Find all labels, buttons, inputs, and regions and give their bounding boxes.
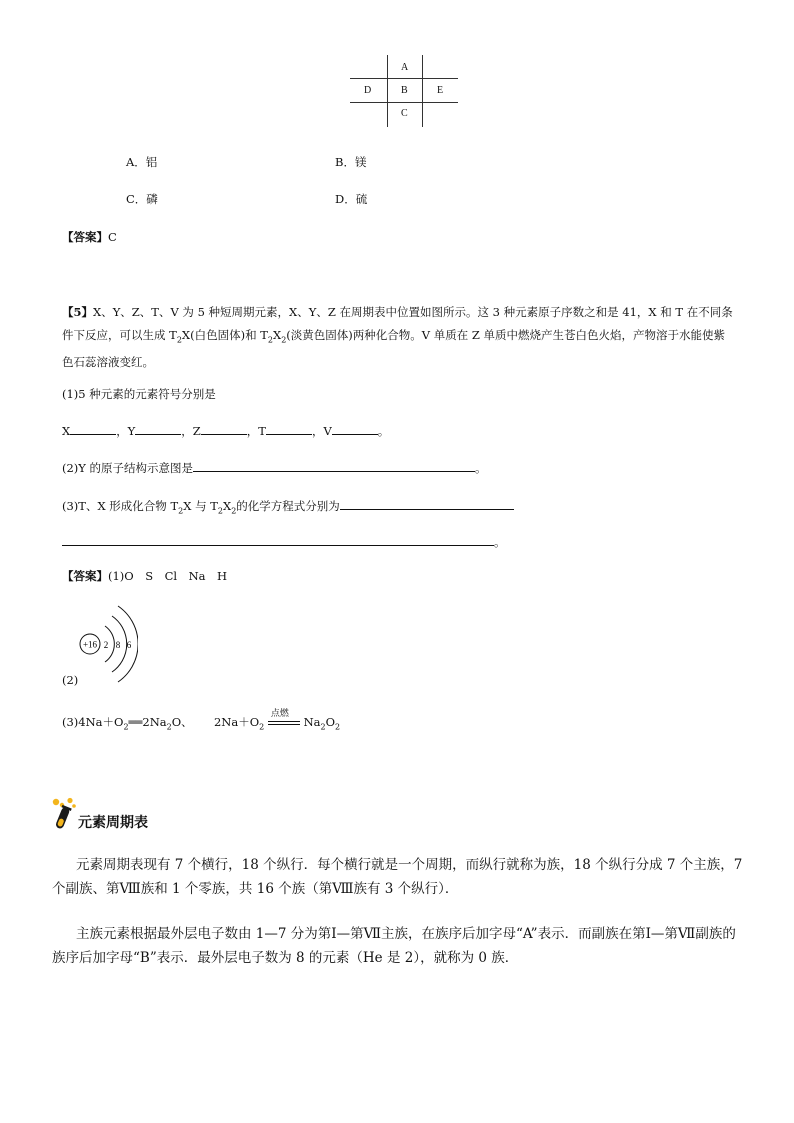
- part-3-text: X 与 T: [183, 499, 218, 513]
- part-3-continuation: [62, 533, 506, 550]
- arrow-line: [268, 724, 300, 725]
- question-text: X(白色固体)和 T: [181, 328, 268, 342]
- subscript: 2: [231, 506, 237, 516]
- grid-cell-a: A: [401, 62, 409, 73]
- subscript: 2: [217, 506, 223, 516]
- question-5-stem: [62, 301, 752, 374]
- question-text: 件下反应，可以生成 T: [62, 328, 177, 342]
- atomic-structure-diagram: [74, 598, 138, 684]
- part-3-prompt: [62, 497, 514, 515]
- blank-label-z: ，Z: [181, 424, 201, 438]
- test-tube-icon: [49, 797, 79, 831]
- subscript: 2: [281, 335, 287, 345]
- shell-count: 8: [115, 640, 121, 650]
- blank-label-t: ，T: [246, 424, 266, 438]
- grid-line: [350, 102, 458, 103]
- part-3-text: 的化学方程式分别为: [236, 499, 340, 513]
- subscript: 2: [267, 335, 274, 345]
- subscript: 2: [178, 506, 184, 516]
- subscript: 2: [335, 722, 341, 732]
- section-title: 元素周期表: [78, 815, 148, 831]
- answer-blank-y[interactable]: [135, 422, 181, 435]
- part-2-text: (2)Y 的原子结构示意图是: [62, 461, 194, 475]
- option-a: A．铝: [126, 155, 158, 169]
- equation-1-text: O、: [171, 715, 193, 729]
- reaction-arrow: [268, 709, 300, 729]
- answer-2: [62, 568, 227, 584]
- answer-blank-equation[interactable]: [340, 497, 514, 510]
- option-b: B．镁: [335, 155, 367, 169]
- period: 。: [475, 461, 487, 475]
- question-text: (淡黄色固体)两种化合物。V 单质在 Z 单质中燃烧产生苍白色火焰，产物溶于水能使紫: [286, 328, 726, 342]
- part-3-text: X: [223, 499, 232, 513]
- option-d: D．硫: [335, 192, 368, 206]
- option-c: C．磷: [126, 192, 158, 206]
- answer-blank-structure[interactable]: [193, 459, 475, 472]
- subscript: 2: [123, 722, 129, 732]
- section-paragraph-2: 主族元素根据最外层电子数由 1—7 分为第Ⅰ—第Ⅶ主族，在族序后加字母“A”表示．而副族在第Ⅰ—第Ⅶ副族的族序后加字母“B”表示．最外层电子数为 8 的元素（He 是 2），就称为 0 族．: [52, 926, 736, 966]
- equation-1-text: ══2Na: [128, 715, 167, 729]
- answer-blank-equation-2[interactable]: [62, 533, 494, 546]
- grid-line: [387, 55, 388, 127]
- answer-blank-z[interactable]: [201, 422, 247, 435]
- question-text: X、Y、Z、T、V 为 5 种短周期元素，X、Y、Z 在周期表中位置如图所示。这 3 种元素原子序数之和是 41，X 和 T 在不同条: [93, 305, 733, 319]
- equation-2-text: Na: [303, 715, 321, 729]
- answer-blank-x[interactable]: [70, 422, 116, 435]
- subscript: 2: [259, 722, 265, 732]
- subscript: 2: [320, 722, 326, 732]
- grid-line: [422, 55, 423, 127]
- subscript: 2: [166, 722, 172, 732]
- question-text: X: [273, 328, 282, 342]
- answer-blank-v[interactable]: [332, 422, 378, 435]
- shell-count: 2: [103, 640, 109, 650]
- grid-cell-b: B: [401, 85, 408, 96]
- blank-label-y: ，Y: [116, 424, 136, 438]
- element-symbol-blanks: [62, 422, 389, 439]
- period: 。: [494, 535, 506, 549]
- answer-part-2-label: (2): [62, 673, 79, 687]
- shell-count: 6: [126, 640, 132, 650]
- answer-part-3: [62, 709, 341, 732]
- grid-cell-e: E: [437, 85, 444, 96]
- period: 。: [377, 424, 390, 438]
- answer-label: 【答案】: [62, 569, 108, 583]
- answer-part-1: (1)O S Cl Na H: [108, 569, 228, 583]
- equation-2-text: 2Na＋O: [213, 715, 260, 729]
- question-line-2: [62, 324, 752, 351]
- answer-1: [62, 229, 117, 245]
- part-1-prompt: (1)5 种元素的元素符号分别是: [62, 387, 216, 401]
- subscript: 2: [176, 335, 182, 345]
- answer-value: C: [108, 230, 117, 244]
- answer-label: 【答案】: [62, 230, 108, 244]
- nucleus-charge: +16: [82, 639, 98, 650]
- question-number: 【5】: [62, 305, 94, 319]
- blank-label-v: ，V: [311, 424, 332, 438]
- reaction-condition: 点燃: [270, 709, 289, 719]
- part-3-text: (3)T、X 形成化合物 T: [62, 499, 179, 513]
- question-line-3: 色石蕊溶液变红。: [62, 355, 154, 370]
- part-2-prompt: [62, 459, 487, 476]
- question-line-1: [62, 301, 752, 324]
- answer-blank-t[interactable]: [266, 422, 312, 435]
- equation-2-text: O: [325, 715, 336, 729]
- equation-1-text: (3)4Na＋O: [62, 715, 124, 729]
- grid-line: [350, 78, 458, 79]
- grid-cell-c: C: [401, 108, 408, 119]
- grid-cell-d: D: [364, 85, 372, 96]
- blank-label-x: X: [62, 424, 71, 438]
- section-paragraph-1: 元素周期表现有 7 个横行，18 个纵行．每个横行就是一个周期，而纵行就称为族，18 个纵行分成 7 个主族，7 个副族、第Ⅷ族和 1 个零族，共 16 个族（第Ⅷ族有 3 个纵行）．: [52, 857, 743, 897]
- arrow-line: [268, 721, 300, 722]
